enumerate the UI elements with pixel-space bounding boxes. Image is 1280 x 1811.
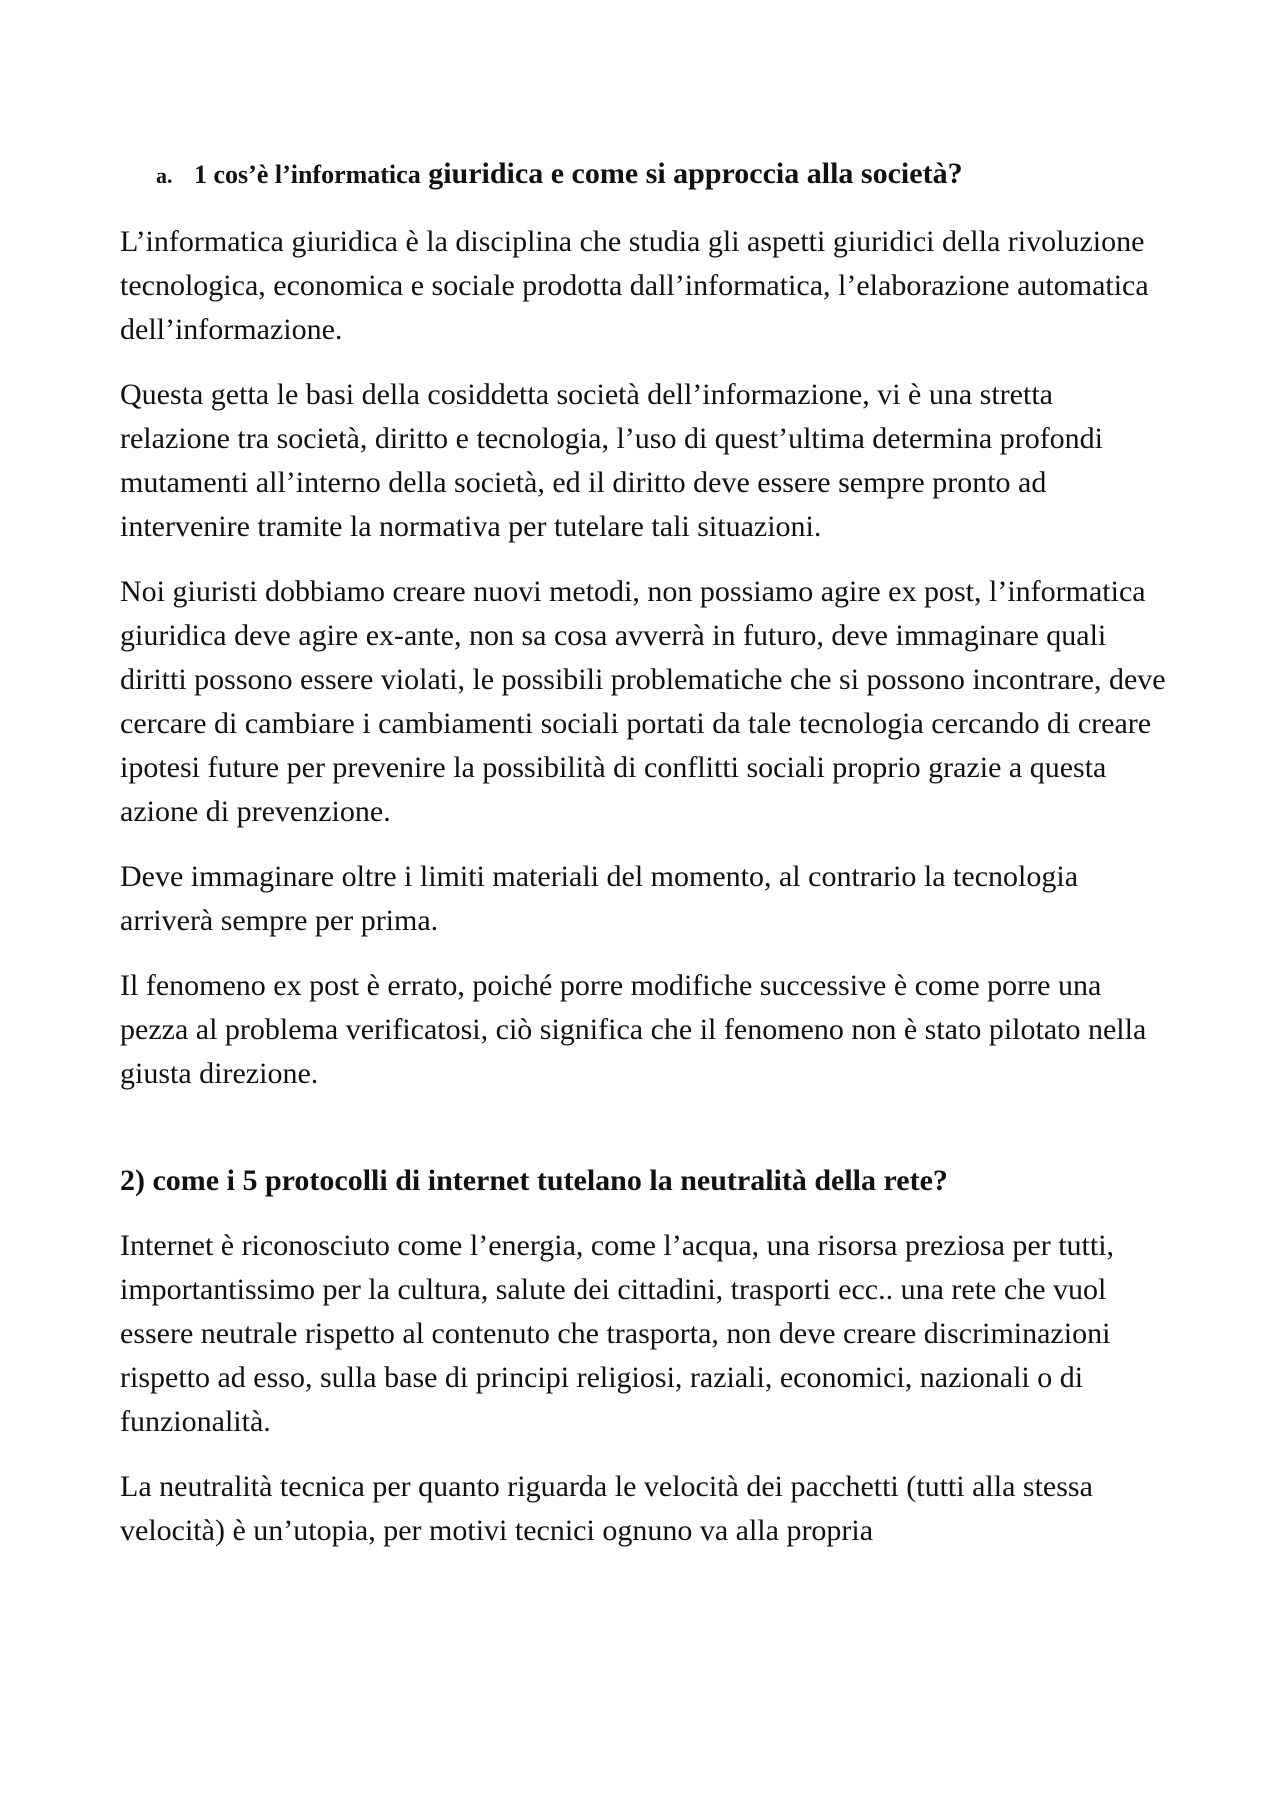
paragraph-definition: L’informatica giuridica è la disciplina che studia gli aspetti giuridici della rivoluzione tecnologica, economica e sociale prodotta dall’informatica, l’elaborazione automatica dell’informazione.	[120, 225, 1149, 346]
question-2-heading: 2) come i 5 protocolli di internet tutelano la neutralità della rete?	[120, 1164, 948, 1197]
paragraph-ex-post: Il fenomeno ex post è errato, poiché porre modifiche successive è come porre una pezza al problema verificatosi, ciò significa che il fenomeno non è stato pilotato nella giusta direzione.	[120, 969, 1147, 1090]
paragraph-information-society: Questa getta le basi della cosiddetta società dell’informazione, vi è una stretta relazione tra società, diritto e tecnologia, l’uso di quest’ultima determina profondi mutamenti all’interno della società, ed il diritto deve essere sempre pronto ad intervenire tramite la normativa per tutelare tali situazioni.	[120, 378, 1104, 543]
question-1-heading-part-1: 1 cos’è l’informatica	[194, 160, 421, 189]
question-1-heading	[120, 152, 1170, 198]
list-marker: a.	[156, 163, 173, 188]
section-spacer	[120, 1117, 1170, 1159]
paragraph-technical-neutrality: La neutralità tecnica per quanto riguarda le velocità dei pacchetti (tutti alla stessa velocità) è un’utopia, per motivi tecnici ognuno va alla propria	[120, 1470, 1093, 1547]
paragraph-internet-resource: Internet è riconosciuto come l’energia, come l’acqua, una risorsa preziosa per tutti, importantissimo per la cultura, salute dei cittadini, trasporti ecc.. una rete che vuol essere neutrale rispetto al contenuto che trasporta, non deve creare discriminazioni rispetto ad esso, sulla base di principi religiosi, raziali, economici, nazionali o di funzionalità.	[120, 1229, 1115, 1438]
question-1-heading-part-2: giuridica e come si approccia alla società?	[428, 157, 963, 190]
paragraph-imagine-limits: Deve immaginare oltre i limiti materiali del momento, al contrario la tecnologia arriverà sempre per prima.	[120, 860, 1079, 937]
paragraph-jurists-ex-ante: Noi giuristi dobbiamo creare nuovi metodi, non possiamo agire ex post, l’informatica giuridica deve agire ex-ante, non sa cosa avverrà in futuro, deve immaginare quali diritti possono essere violati, le possibili problematiche che si possono incontrare, deve cercare di cambiare i cambiamenti sociali portati da tale tecnologia cercando di creare ipotesi future per prevenire la possibilità di conflitti sociali proprio grazie a questa azione di prevenzione.	[120, 575, 1166, 828]
document-body	[120, 152, 1170, 1574]
